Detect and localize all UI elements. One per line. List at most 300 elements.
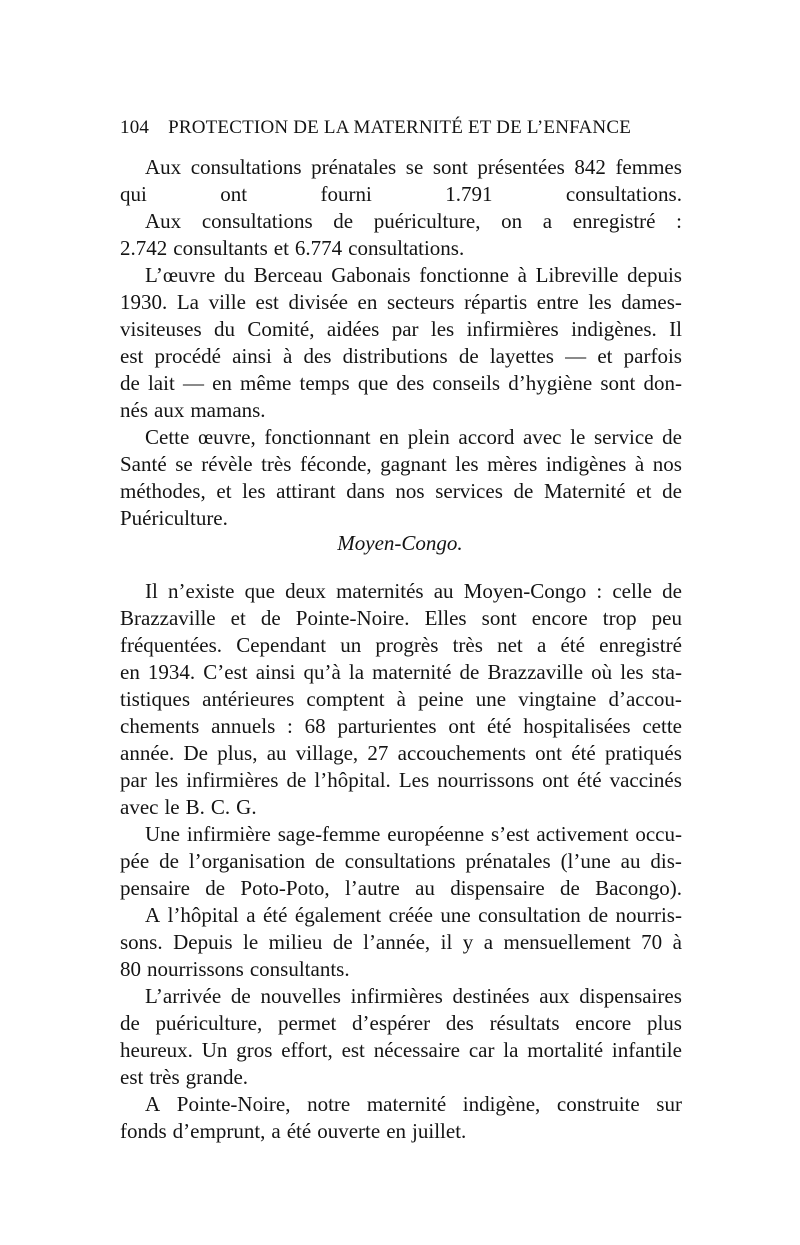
word: aux <box>154 398 185 422</box>
word: dans <box>346 479 385 503</box>
word: lait <box>147 371 175 395</box>
word: C. <box>210 795 231 819</box>
word: est <box>341 1038 365 1062</box>
word: une <box>440 903 471 927</box>
word: Gabonais <box>331 263 411 287</box>
word: deux <box>285 579 326 603</box>
word: n’existe <box>167 579 235 603</box>
word: de <box>286 768 307 792</box>
word: accouchements <box>397 741 526 765</box>
word: maternité <box>366 1092 447 1116</box>
word: au <box>620 849 641 873</box>
word: infirmières <box>466 317 559 341</box>
word: également <box>294 903 382 927</box>
word: en <box>379 425 400 449</box>
word: se <box>175 452 193 476</box>
text-line <box>120 1035 682 1065</box>
text-line <box>120 684 682 714</box>
word: du <box>224 263 246 287</box>
word: s’est <box>490 822 530 846</box>
word: vaccinés <box>609 768 682 792</box>
word: encore <box>531 606 588 630</box>
word: année. <box>120 741 175 765</box>
word: ainsi <box>232 344 272 368</box>
word: européenne <box>387 822 485 846</box>
word: par <box>120 768 147 792</box>
word: nécessaire <box>373 1038 460 1062</box>
word: ont <box>448 714 476 738</box>
word: de <box>588 903 609 927</box>
running-header <box>120 117 680 139</box>
text-line <box>120 603 682 633</box>
word: en <box>357 290 378 314</box>
word: grande. <box>185 1065 249 1089</box>
word: de <box>120 1011 140 1035</box>
word: depuis <box>627 263 682 287</box>
word: qu’à <box>303 660 341 684</box>
word: puériculture, <box>373 209 481 233</box>
word: été <box>560 633 585 657</box>
word: heureux. <box>120 1038 193 1062</box>
word: les <box>455 452 479 476</box>
word: a <box>483 930 494 954</box>
word: consultations <box>190 155 302 179</box>
word: on <box>501 209 523 233</box>
word: secteurs <box>386 290 455 314</box>
word: avec <box>523 425 562 449</box>
word: attirant <box>276 479 336 503</box>
word: de <box>559 876 580 900</box>
word: Pointe-Noire. <box>295 606 410 630</box>
word: œuvre, <box>198 425 256 449</box>
word: ont <box>220 182 248 206</box>
word: de <box>513 479 534 503</box>
word: peine <box>418 687 464 711</box>
word: de <box>459 660 480 684</box>
word: est <box>255 290 279 314</box>
word: 2.742 <box>120 236 168 260</box>
word: a <box>542 209 553 233</box>
word: puériculture, <box>155 1011 263 1035</box>
running-title: PROTECTION DE LA MATERNITÉ ET DE L’ENFANCE <box>168 117 632 138</box>
word: visiteuses <box>120 317 202 341</box>
word: consultations. <box>565 182 682 206</box>
word: fourni <box>320 182 372 206</box>
word: ont <box>535 741 562 765</box>
word: layettes <box>489 344 554 368</box>
word: : <box>287 714 293 738</box>
word: infirmière <box>186 822 271 846</box>
word: est <box>120 344 144 368</box>
word: été <box>286 1119 312 1143</box>
word: au <box>433 579 454 603</box>
word: de <box>205 876 226 900</box>
word: des <box>303 344 332 368</box>
word: au <box>415 876 435 900</box>
word: Bacongo). <box>595 876 682 900</box>
word: indigènes <box>545 452 627 476</box>
word: dames- <box>621 290 682 314</box>
word: hospitalisées <box>523 714 631 738</box>
word: des <box>396 371 425 395</box>
word: les <box>154 768 179 792</box>
word: Depuis <box>173 930 233 954</box>
word: gagnant <box>380 452 447 476</box>
word: Aux <box>145 209 182 233</box>
word: Comité, <box>247 317 315 341</box>
word: : <box>596 579 603 603</box>
word: d’accou- <box>608 687 682 711</box>
word: construite <box>556 1092 640 1116</box>
word: l’autre <box>344 876 400 900</box>
text-line <box>145 981 682 1011</box>
word: peu <box>651 606 682 630</box>
word: aux <box>539 984 570 1008</box>
word: Cependant <box>236 633 327 657</box>
text-line <box>120 873 682 903</box>
word: a <box>536 633 547 657</box>
word: services <box>435 479 503 503</box>
word: nouvelles <box>260 984 341 1008</box>
word: indigène, <box>462 1092 541 1116</box>
word: même <box>240 371 292 395</box>
word: Moyen-Congo <box>463 579 587 603</box>
word: de <box>662 425 682 449</box>
word: a <box>246 903 256 927</box>
text-line <box>120 1062 682 1092</box>
word: nourris- <box>615 903 682 927</box>
word: sons. <box>120 930 163 954</box>
word: gros <box>236 1038 273 1062</box>
text-line <box>120 846 682 876</box>
word: l’année, <box>363 930 431 954</box>
word: de <box>662 579 682 603</box>
word: que <box>357 371 389 395</box>
word: procédé <box>154 344 221 368</box>
text-line <box>120 314 682 344</box>
word: progrès <box>375 633 439 657</box>
word: sta- <box>651 660 682 684</box>
text-line <box>120 476 682 506</box>
word: de <box>662 479 682 503</box>
word: le <box>570 425 586 449</box>
word: et <box>597 344 613 368</box>
word: antérieures <box>202 687 295 711</box>
word: de <box>120 371 140 395</box>
text-line <box>120 657 682 687</box>
text-line <box>145 152 682 182</box>
word: trop <box>602 606 637 630</box>
word: en <box>212 371 232 395</box>
word: Il <box>145 579 158 603</box>
word: 80 <box>120 957 141 981</box>
word: à <box>672 930 682 954</box>
word: milieu <box>268 930 323 954</box>
word: Cette <box>145 425 190 449</box>
word: la <box>503 1038 519 1062</box>
word: C’est <box>203 660 248 684</box>
word: nos <box>652 452 682 476</box>
text-line <box>120 179 682 209</box>
text-line <box>120 630 682 660</box>
word: comptent <box>306 687 385 711</box>
word: De <box>183 741 208 765</box>
word: les <box>620 660 644 684</box>
word: l’organisation <box>188 849 306 873</box>
word: mortalité <box>527 1038 604 1062</box>
word: 70 <box>641 930 663 954</box>
word: Elles <box>424 606 467 630</box>
word: parfois <box>623 344 682 368</box>
word: plein <box>407 425 450 449</box>
word: très <box>452 633 483 657</box>
word: 68 <box>304 714 326 738</box>
word: 842 <box>574 155 606 179</box>
word: et <box>216 479 232 503</box>
word: Les <box>398 768 430 792</box>
text-line <box>145 576 682 606</box>
word: de <box>332 930 353 954</box>
word: Puériculture. <box>120 506 228 530</box>
word: ouverte <box>317 1119 381 1143</box>
word: avec <box>120 795 159 819</box>
word: effort, <box>281 1038 333 1062</box>
word: et <box>273 236 289 260</box>
word: infantile <box>611 1038 682 1062</box>
word: été <box>262 903 288 927</box>
word: au <box>266 741 287 765</box>
text-line <box>120 954 682 984</box>
word: dispensaire <box>450 876 545 900</box>
section-heading: Moyen-Congo. <box>337 531 463 555</box>
word: sont <box>432 155 468 179</box>
word: les <box>242 479 266 503</box>
word: Un <box>201 1038 228 1062</box>
word: méthodes, <box>120 479 206 503</box>
word: entre <box>536 290 579 314</box>
word: a <box>271 1119 281 1143</box>
word: encore <box>575 1011 632 1035</box>
word: dis- <box>650 849 682 873</box>
word: Brazzaville <box>487 660 584 684</box>
word: infirmières <box>350 984 443 1008</box>
word: mères <box>487 452 538 476</box>
word: les <box>430 317 455 341</box>
word: une <box>475 687 507 711</box>
word: de <box>230 984 251 1008</box>
word: Berceau <box>253 263 323 287</box>
word: nos <box>395 479 425 503</box>
word: activement <box>536 822 629 846</box>
text-line <box>120 368 682 398</box>
text-line <box>145 206 682 236</box>
word: parturientes <box>337 714 437 738</box>
text-line <box>120 287 682 317</box>
word: l’hôpital <box>167 903 239 927</box>
word: été <box>577 768 602 792</box>
word: 27 <box>367 741 389 765</box>
word: plus, <box>217 741 258 765</box>
word: L’arrivée <box>145 984 222 1008</box>
word: Poto-Poto, <box>240 876 330 900</box>
text-line <box>145 260 682 290</box>
word: il <box>440 930 453 954</box>
word: un <box>340 633 362 657</box>
word: féconde, <box>299 452 372 476</box>
word: le <box>164 795 180 819</box>
word: A <box>145 1092 161 1116</box>
text-line <box>120 711 682 741</box>
word: Aux <box>145 155 182 179</box>
text-line <box>120 233 682 263</box>
text-line <box>120 1116 682 1146</box>
word: du <box>214 317 236 341</box>
word: service <box>594 425 654 449</box>
word: par <box>391 317 419 341</box>
word: conseils <box>432 371 501 395</box>
word: juillet. <box>412 1119 467 1143</box>
word: tistiques <box>120 687 191 711</box>
word: plus <box>646 1011 682 1035</box>
word: consultations <box>201 209 313 233</box>
word: les <box>588 290 612 314</box>
word: le <box>243 930 259 954</box>
text-line <box>120 927 682 957</box>
word: à <box>396 687 406 711</box>
word: enregistré <box>572 209 656 233</box>
text-line <box>120 1008 682 1038</box>
word: divisée <box>288 290 348 314</box>
word: révèle <box>201 452 253 476</box>
word: la <box>348 660 365 684</box>
word: de <box>315 849 335 873</box>
word: nés <box>120 398 148 422</box>
word: temps <box>299 371 350 395</box>
word: des <box>445 1011 474 1035</box>
text-line <box>120 395 682 425</box>
word: Il <box>669 317 682 341</box>
word: sont <box>481 606 517 630</box>
word: 6.774 <box>294 236 343 260</box>
word: fonctionnant <box>264 425 371 449</box>
word: est <box>120 1065 144 1089</box>
word: très <box>149 1065 180 1089</box>
text-line <box>120 765 682 795</box>
text-line <box>120 738 682 768</box>
word: net <box>497 633 523 657</box>
word: d’hygiène <box>508 371 593 395</box>
word: maternité <box>372 660 452 684</box>
word: maternités <box>336 579 424 603</box>
word: consultants <box>173 236 268 260</box>
word: consultants. <box>249 957 350 981</box>
word: de <box>159 849 179 873</box>
word: destinées <box>452 984 530 1008</box>
word: en <box>120 660 140 684</box>
word: don- <box>643 371 682 395</box>
word: à <box>282 344 293 368</box>
word: prénatales <box>465 849 551 873</box>
word: d’espérer <box>352 1011 431 1035</box>
word: sur <box>656 1092 682 1116</box>
word: ville <box>208 290 246 314</box>
word: 1934. <box>147 660 196 684</box>
word: que <box>244 579 275 603</box>
word: Maternité <box>543 479 626 503</box>
word: nourrissons <box>147 957 244 981</box>
text-line <box>145 1089 682 1119</box>
word: car <box>468 1038 495 1062</box>
word: fréquentées. <box>120 633 223 657</box>
text-line <box>120 341 682 371</box>
word: prénatales <box>311 155 397 179</box>
word: aidées <box>326 317 380 341</box>
word: sont <box>600 371 636 395</box>
word: et <box>230 606 246 630</box>
word: à <box>634 452 645 476</box>
word: village, <box>295 741 359 765</box>
word: y <box>462 930 474 954</box>
word: notre <box>307 1092 351 1116</box>
word: où <box>591 660 613 684</box>
word: mamans. <box>190 398 266 422</box>
word: celle <box>612 579 652 603</box>
word: : <box>676 209 682 233</box>
word: accord <box>458 425 515 449</box>
word: — <box>565 344 587 368</box>
page-number: 104 <box>120 117 150 138</box>
word: vingtaine <box>518 687 597 711</box>
word: mensuellement <box>503 930 631 954</box>
word: pensaire <box>120 876 190 900</box>
word: en <box>386 1119 407 1143</box>
word: annuels <box>211 714 276 738</box>
word: été <box>571 741 596 765</box>
word: permet <box>277 1011 337 1035</box>
word: distributions <box>342 344 448 368</box>
text-line <box>145 422 682 452</box>
word: créée <box>388 903 433 927</box>
word: G. <box>236 795 257 819</box>
word: A <box>145 903 161 927</box>
word: Pointe-Noire, <box>176 1092 291 1116</box>
word: présentées <box>477 155 565 179</box>
text-line <box>145 819 682 849</box>
word: Une <box>145 822 180 846</box>
word: Santé <box>120 452 167 476</box>
word: se <box>405 155 424 179</box>
word: résultats <box>489 1011 560 1035</box>
word: dispensaires <box>579 984 682 1008</box>
word: pratiqués <box>604 741 682 765</box>
word: 1.791 <box>445 182 493 206</box>
word: de <box>260 606 281 630</box>
word: consultations <box>344 849 456 873</box>
word: enregistré <box>599 633 682 657</box>
word: indigènes. <box>571 317 657 341</box>
text-line <box>145 900 682 930</box>
word: (l’une <box>560 849 611 873</box>
word: été <box>486 714 512 738</box>
word: à <box>517 263 527 287</box>
word: 1930. <box>120 290 168 314</box>
word: fonds <box>120 1119 167 1143</box>
word: très <box>261 452 292 476</box>
word: qui <box>120 182 147 206</box>
word: ont <box>542 768 569 792</box>
word: Brazzaville <box>120 606 216 630</box>
word: ainsi <box>255 660 296 684</box>
